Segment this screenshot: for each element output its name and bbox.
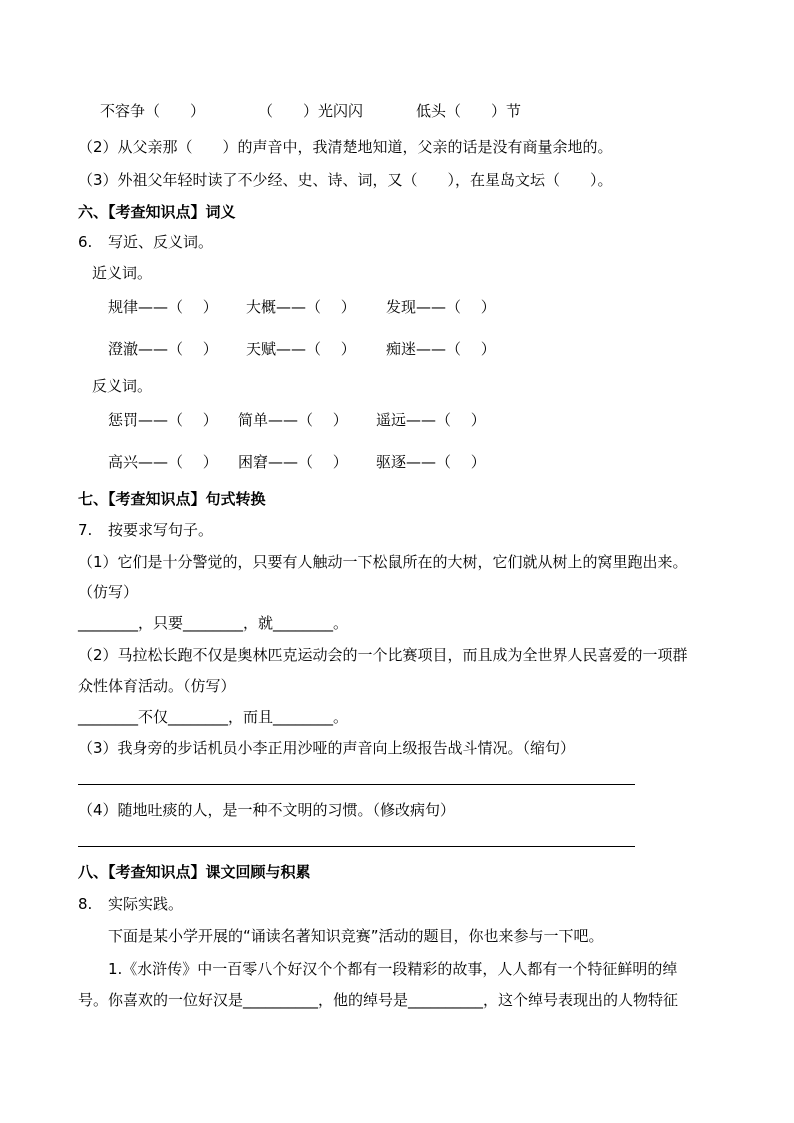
question-8-item1-line2: 号。你喜欢的一位好汉是__________，他的绰号是__________，这个绰号表现出的人物特征 bbox=[78, 991, 679, 1009]
question-7-4: （4）随地吐痰的人，是一种不文明的习惯。（修改病句） bbox=[78, 801, 456, 819]
question-8-intro: 下面是某小学开展的“诵读名著知识竞赛”活动的题目，你也来参与一下吧。 bbox=[108, 927, 604, 945]
antonym-item: 高兴——（ ） bbox=[108, 453, 218, 471]
question-6-number: 6. bbox=[78, 233, 93, 251]
antonym-label: 反义词。 bbox=[92, 377, 153, 395]
fill-blank-3: 低头（ ）节 bbox=[416, 102, 522, 120]
question-7-2-answer: ________不仅________，而且________。 bbox=[78, 708, 349, 726]
question-7-2-line1: （2）马拉松长跑不仅是奥林匹克运动会的一个比赛项目，而且成为全世界人民喜爱的一项群 bbox=[78, 646, 688, 664]
synonym-item: 规律——（ ） bbox=[108, 298, 218, 316]
answer-line bbox=[78, 784, 635, 785]
synonym-item: 澄澈——（ ） bbox=[108, 340, 218, 358]
question-7-number: 7. bbox=[78, 521, 93, 539]
fill-blank-1: 不容争（ ） bbox=[100, 102, 206, 120]
question-7-1-answer: ________，只要________，就________。 bbox=[78, 614, 349, 632]
synonym-item: 大概——（ ） bbox=[246, 298, 356, 316]
antonym-item: 简单——（ ） bbox=[238, 411, 348, 429]
answer-line bbox=[78, 846, 635, 847]
question-5-2: （2）从父亲那（ ）的声音中，我清楚地知道，父亲的话是没有商量余地的。 bbox=[78, 138, 613, 156]
antonym-item: 惩罚——（ ） bbox=[108, 411, 218, 429]
fill-blank-2: （ ）光闪闪 bbox=[258, 102, 364, 120]
antonym-item: 驱逐——（ ） bbox=[376, 453, 486, 471]
question-6-text: 写近、反义词。 bbox=[108, 233, 214, 251]
question-7-1-line1: （1）它们是十分警觉的，只要有人触动一下松鼠所在的大树，它们就从树上的窝里跑出来。 bbox=[78, 553, 688, 571]
section-6-heading: 六、【考查知识点】词义 bbox=[78, 203, 236, 221]
question-8-number: 8. bbox=[78, 895, 93, 913]
synonym-label: 近义词。 bbox=[92, 264, 153, 282]
question-8-item1-line1: 1.《水浒传》中一百零八个好汉个个都有一段精彩的故事，人人都有一个特征鲜明的绰 bbox=[108, 960, 678, 978]
question-5-3: （3）外祖父年轻时读了不少经、史、诗、词，又（ ），在星岛文坛（ ）。 bbox=[78, 171, 613, 189]
synonym-item: 发现——（ ） bbox=[386, 298, 496, 316]
section-8-heading: 八、【考查知识点】课文回顾与积累 bbox=[78, 863, 311, 881]
question-8-text: 实际实践。 bbox=[108, 895, 184, 913]
synonym-item: 痴迷——（ ） bbox=[386, 340, 496, 358]
question-7-1-line2: （仿写） bbox=[78, 583, 139, 601]
question-7-3: （3）我身旁的步话机员小李正用沙哑的声音向上级报告战斗情况。（缩句） bbox=[78, 739, 576, 757]
question-7-2-line2: 众性体育活动。（仿写） bbox=[78, 677, 236, 695]
antonym-item: 困窘——（ ） bbox=[238, 453, 348, 471]
question-7-text: 按要求写句子。 bbox=[108, 521, 214, 539]
antonym-item: 遥远——（ ） bbox=[376, 411, 486, 429]
synonym-item: 天赋——（ ） bbox=[246, 340, 356, 358]
section-7-heading: 七、【考查知识点】句式转换 bbox=[78, 490, 266, 508]
